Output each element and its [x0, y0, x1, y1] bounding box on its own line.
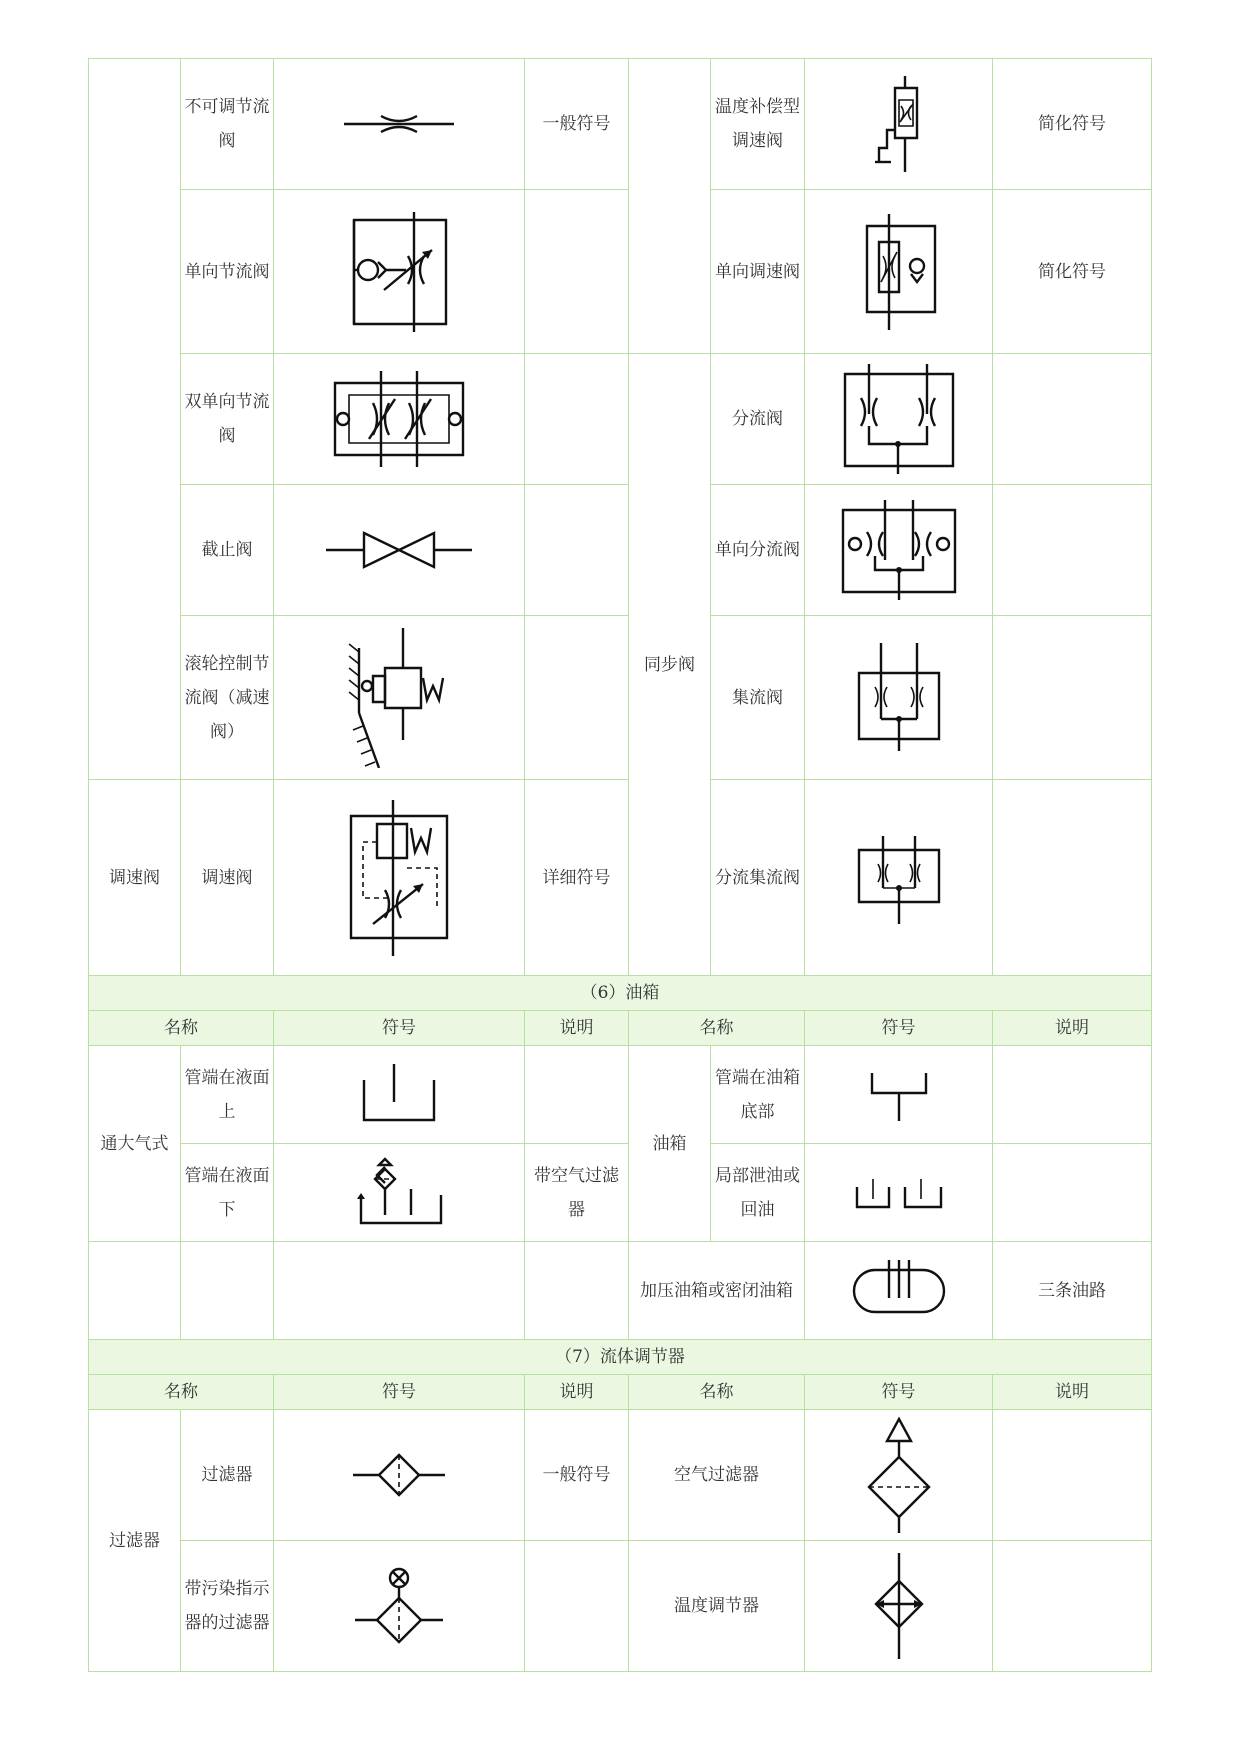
air-filter-icon: [805, 1410, 993, 1541]
group-cell-empty: [89, 59, 181, 780]
header-note: 说明: [525, 1011, 629, 1046]
name-cell: 双单向节流阀: [181, 354, 274, 485]
table-row: [89, 1144, 1152, 1242]
table-row: [89, 1541, 1152, 1672]
note-cell: 简化符号: [993, 59, 1152, 190]
group-cell: 油箱: [629, 1046, 711, 1242]
name-cell: 管端在油箱底部: [711, 1046, 805, 1144]
check-speed-valve-icon: [805, 190, 993, 354]
name-cell: 分流阀: [711, 354, 805, 485]
header-name: 名称: [629, 1011, 805, 1046]
header-note: 说明: [993, 1011, 1152, 1046]
header-row: [89, 1011, 1152, 1046]
check-throttle-icon: [274, 190, 525, 354]
empty-cell: [525, 1242, 629, 1340]
header-name: 名称: [629, 1375, 805, 1410]
group-cell: 通大气式: [89, 1046, 181, 1242]
header-row: [89, 1375, 1152, 1410]
name-cell: 温度补偿型调速阀: [711, 59, 805, 190]
name-cell: 单向调速阀: [711, 190, 805, 354]
section-title: （7）流体调节器: [89, 1340, 1152, 1375]
stop-valve-icon: [274, 485, 525, 616]
divider-combiner-icon: [805, 780, 993, 976]
note-cell: [993, 616, 1152, 780]
note-cell: 带空气过滤器: [525, 1144, 629, 1242]
note-cell: [993, 354, 1152, 485]
note-cell: [993, 1541, 1152, 1672]
note-cell: 详细符号: [525, 780, 629, 976]
section-title: （6）油箱: [89, 976, 1152, 1011]
name-cell: 分流集流阀: [711, 780, 805, 976]
fixed-throttle-icon: [274, 59, 525, 190]
note-cell: [993, 485, 1152, 616]
table-row: [89, 1046, 1152, 1144]
temperature-regulator-icon: [805, 1541, 993, 1672]
header-name: 名称: [89, 1375, 274, 1410]
header-symbol: 符号: [805, 1011, 993, 1046]
name-cell: 过滤器: [181, 1410, 274, 1541]
table-row: [89, 485, 1152, 616]
name-cell: 集流阀: [711, 616, 805, 780]
section-row: [89, 1340, 1152, 1375]
filter-icon: [274, 1410, 525, 1541]
local-drain-icon: [805, 1144, 993, 1242]
header-name: 名称: [89, 1011, 274, 1046]
name-cell: 温度调节器: [629, 1541, 805, 1672]
group-cell: 过滤器: [89, 1410, 181, 1672]
name-cell: 管端在液面下: [181, 1144, 274, 1242]
group-cell: 同步阀: [629, 354, 711, 976]
note-cell: 三条油路: [993, 1242, 1152, 1340]
name-cell: 单向分流阀: [711, 485, 805, 616]
name-cell: 不可调节流阀: [181, 59, 274, 190]
tank-pipe-above-icon: [274, 1046, 525, 1144]
roller-throttle-icon: [274, 616, 525, 780]
table-row: [89, 1242, 1152, 1340]
header-note: 说明: [525, 1375, 629, 1410]
name-cell: 管端在液面上: [181, 1046, 274, 1144]
note-cell: 一般符号: [525, 59, 629, 190]
name-cell: 局部泄油或回油: [711, 1144, 805, 1242]
speed-valve-icon: [274, 780, 525, 976]
header-symbol: 符号: [274, 1011, 525, 1046]
note-cell: [525, 1046, 629, 1144]
header-note: 说明: [993, 1375, 1152, 1410]
note-cell: [993, 780, 1152, 976]
table-row: [89, 780, 1152, 976]
section-row: [89, 976, 1152, 1011]
name-cell: 加压油箱或密闭油箱: [629, 1242, 805, 1340]
table-row: [89, 354, 1152, 485]
name-cell: 空气过滤器: [629, 1410, 805, 1541]
tank-pipe-bottom-icon: [805, 1046, 993, 1144]
note-cell: [525, 190, 629, 354]
filter-indicator-icon: [274, 1541, 525, 1672]
temp-comp-speed-valve-icon: [805, 59, 993, 190]
double-check-throttle-icon: [274, 354, 525, 485]
note-cell: [525, 485, 629, 616]
empty-cell: [181, 1242, 274, 1340]
note-cell: [525, 354, 629, 485]
check-flow-divider-icon: [805, 485, 993, 616]
flow-combiner-icon: [805, 616, 993, 780]
name-cell: 调速阀: [181, 780, 274, 976]
group-cell: 调速阀: [89, 780, 181, 976]
name-cell: 单向节流阀: [181, 190, 274, 354]
table-row: [89, 190, 1152, 354]
group-cell-empty: [629, 59, 711, 354]
note-cell: [993, 1046, 1152, 1144]
note-cell: [993, 1410, 1152, 1541]
note-cell: [525, 616, 629, 780]
name-cell: 带污染指示器的过滤器: [181, 1541, 274, 1672]
name-cell: 截止阀: [181, 485, 274, 616]
flow-divider-icon: [805, 354, 993, 485]
header-symbol: 符号: [274, 1375, 525, 1410]
tank-pipe-below-icon: [274, 1144, 525, 1242]
header-symbol: 符号: [805, 1375, 993, 1410]
symbol-table: [88, 58, 1152, 1672]
note-cell: [993, 1144, 1152, 1242]
pressurized-tank-icon: [805, 1242, 993, 1340]
table-row: [89, 59, 1152, 190]
note-cell: [525, 1541, 629, 1672]
note-cell: 一般符号: [525, 1410, 629, 1541]
table-row: [89, 616, 1152, 780]
note-cell: 简化符号: [993, 190, 1152, 354]
table-row: [89, 1410, 1152, 1541]
empty-cell: [274, 1242, 525, 1340]
name-cell: 滚轮控制节流阀（减速阀）: [181, 616, 274, 780]
empty-cell: [89, 1242, 181, 1340]
